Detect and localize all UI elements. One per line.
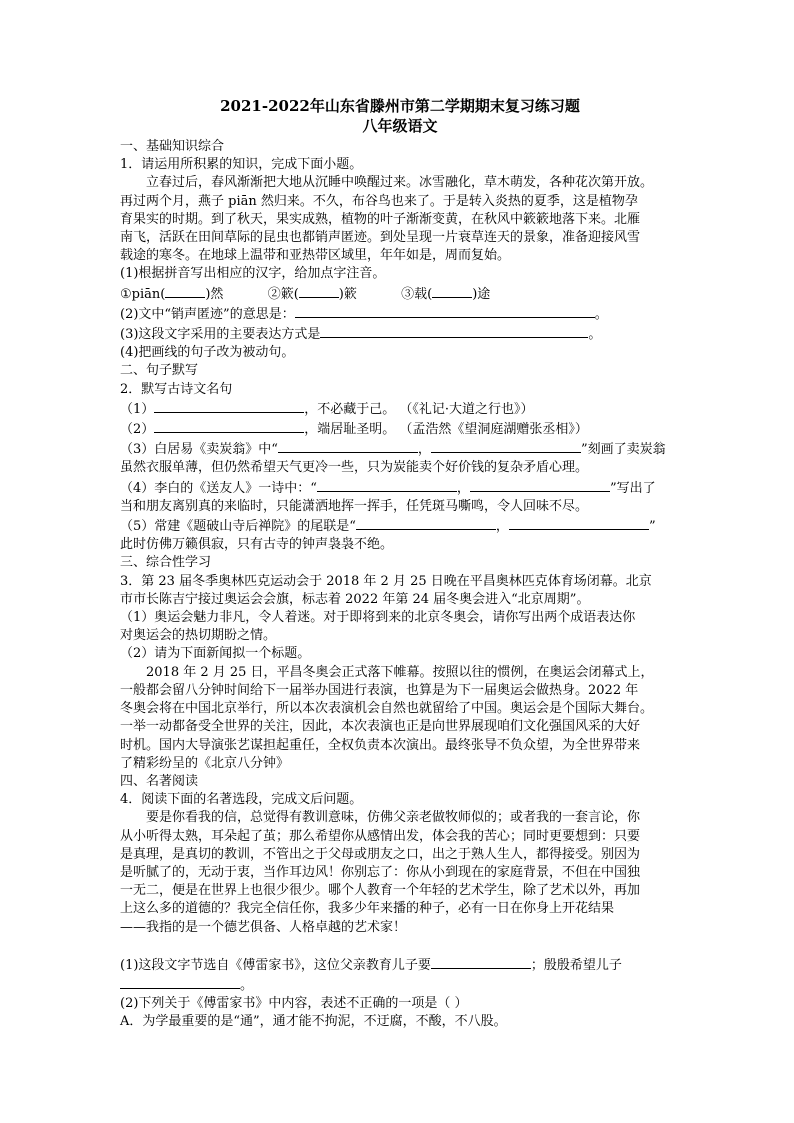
- q4-sub2: (2)下列关于《傅雷家书》中内容，表述不正确的一项是（ ）: [120, 996, 468, 1012]
- q1-sub1-a-blank[interactable]: [165, 284, 205, 298]
- q2-l5-comma: ，: [495, 519, 509, 535]
- q1-sub1: (1)根据拼音写出相应的汉字，给加点字注音。: [120, 266, 386, 282]
- q2-l3-comma: ，: [417, 442, 431, 458]
- page-title: 2021-2022年山东省滕州市第二学期期末复习练习题: [220, 97, 580, 115]
- q1-sub3-blank[interactable]: [320, 324, 588, 338]
- q4-passage-line: ——我指的是一个德艺俱备、人格卓越的艺术家！: [120, 919, 407, 935]
- q2-line-5: [120, 516, 680, 536]
- q1-sub1-b-label: ②簌(: [267, 286, 299, 302]
- q2-l4-comma: ，: [456, 480, 470, 496]
- q2-l3-blank-a[interactable]: [278, 439, 418, 453]
- q1-sub2: [120, 304, 680, 324]
- q1-sub1-a-label: ①piān(: [120, 286, 166, 302]
- question-4-stem: 4．阅读下面的名著选段，完成文后问题。: [120, 792, 363, 808]
- q1-sub3-end: 。: [588, 327, 602, 343]
- q1-passage-line: 南飞，活跃在田间草际的昆虫也都销声匿迹。到处呈现一片衰草连天的景象，准备迎接风雪: [120, 230, 641, 246]
- q2-l1-text: ，不必藏于己。 （《礼记·大道之行也》）: [304, 401, 534, 417]
- section-heading-1: 一、基础知识综合: [120, 139, 225, 154]
- q3-news-line: 了精彩纷呈的《北京八分钟》: [120, 755, 290, 771]
- q4-passage-line: 是真理，是真切的教训，不管出之于父母或朋友之口，出之于熟人生人，都得接受。别因为: [120, 846, 641, 862]
- q3-sub1-cont: 对奥运会的热切期盼之情。: [120, 628, 277, 644]
- q1-sub4: (4)把画线的句子改为被动句。: [120, 345, 295, 361]
- q1-sub3: [120, 324, 680, 344]
- q2-l1-num: （1）: [120, 401, 155, 417]
- q4-sub1-blank-a[interactable]: [431, 955, 531, 969]
- q2-l4-blank-a[interactable]: [317, 478, 457, 492]
- q2-l3-text: （3）白居易《卖炭翁》中“: [120, 442, 278, 458]
- q4-sub1-end: 。: [240, 977, 254, 993]
- q3-news-line: 冬奥会将在中国北京举行，所以本次表演机会自然也就留给了中国。奥运会是个国际大舞台。: [120, 701, 654, 717]
- q4-sub1: [120, 955, 680, 975]
- section-heading-3: 三、综合性学习: [120, 555, 212, 571]
- q2-l4-blank-b[interactable]: [470, 478, 610, 492]
- q1-sub1-blanks: [120, 284, 680, 304]
- q1-sub1-b-end: )簌: [338, 286, 357, 302]
- q4-passage-line: 上这么多的道德的？我完全信任你，我多少年来播的种子，必有一日在你身上开花结果: [120, 901, 615, 917]
- q3-news-line: 时机。国内大导演张艺谋担起重任，全权负责本次演出。最终张导不负众望，为全世界带来: [120, 737, 641, 753]
- q4-option-a: A．为学最重要的是“通”，通才能不拘泥，不迂腐，不酸，不八股。: [120, 1014, 507, 1030]
- q1-passage-line: 立春过后，春风渐渐把大地从沉睡中唤醒过来。冰雪融化，草木萌发，各种花次第开放。: [146, 175, 654, 191]
- q2-line-1: [120, 399, 680, 419]
- q2-line-4: [120, 478, 680, 498]
- q4-passage-line: 要是你看我的信，总觉得有教训意味，仿佛父亲老做牧师似的；或者我的一套言论，你: [146, 810, 641, 826]
- q2-l4-end: ”写出了: [609, 480, 656, 496]
- spacer: [120, 937, 680, 955]
- q1-passage-line: 再过两个月，燕子 piān 然归来。不久，布谷鸟也来了。于是转入炎热的夏季，这是植物孕: [120, 193, 638, 209]
- q3-sub1: （1）奥运会魅力非凡，令人着迷。对于即将到来的北京冬奥会，请你写出两个成语表达你: [120, 610, 636, 626]
- page-subtitle: 八年级语文: [362, 117, 438, 135]
- q3-news-line: 2018 年 2 月 25 日，平昌冬奥会正式落下帷幕。按照以往的惯例，在奥运会闭幕式上，: [146, 664, 654, 680]
- q2-l5-end: ”: [648, 519, 656, 535]
- q4-sub1-cont: [120, 975, 680, 995]
- q2-line-5-cont: 此时仿佛万籁俱寂，只有古寺的钟声袅袅不绝。: [120, 537, 394, 553]
- q4-passage-line: 从小听得太熟，耳朵起了茧；那么希望你从感情出发，体会我的苦心；同时更要想到：只要: [120, 828, 641, 844]
- q2-l3-blank-b[interactable]: [431, 439, 581, 453]
- q4-passage-line: 一无二，便是在世界上也很少很少。哪个人教育一个年轻的艺术学生，除了艺术以外，再加: [120, 883, 641, 899]
- section-heading-4: 四、名著阅读: [120, 773, 199, 789]
- q2-line-3: [120, 439, 680, 459]
- q3-sub2: （2）请为下面新闻拟一个标题。: [120, 646, 311, 662]
- q1-sub1-a-end: )然: [205, 286, 224, 302]
- q2-l5-blank-a[interactable]: [356, 516, 496, 530]
- question-3-stem-cont: 市市长陈吉宁接过奥运会会旗，标志着 2022 年第 24 届冬奥会进入“北京周期”。: [120, 591, 590, 607]
- q3-news-line: 一般都会留八分钟时间给下一届举办国进行表演，也算是为下一届奥运会做热身。2022 年: [120, 682, 639, 698]
- question-3-stem: 3．第 23 届冬季奥林匹克运动会于 2018 年 2 月 25 日晚在平昌奥林匹克体育场闭幕。北京: [120, 573, 652, 589]
- q1-passage-line: 载途的寒冬。在地球上温带和亚热带区域里，年年如是，周而复始。: [120, 248, 511, 264]
- q2-l2-blank[interactable]: [154, 419, 304, 433]
- q2-line-4-cont: 当和朋友离别真的来临时，只能潇洒地挥一挥手，任凭斑马嘶鸣，令人回味不尽。: [120, 498, 589, 514]
- q4-sub1-text: (1)这段文字节选自《傅雷家书》，这位父亲教育儿子要: [120, 957, 431, 973]
- q1-sub2-blank[interactable]: [295, 304, 595, 318]
- q2-line-2: [120, 419, 680, 439]
- q4-sub1-text-b: ；殷殷希望儿子: [530, 957, 622, 973]
- q1-sub1-c-label: ③载(: [401, 286, 433, 302]
- q1-sub3-text: (3)这段文字采用的主要表达方式是: [120, 327, 321, 343]
- q1-sub1-c-end: )途: [472, 286, 491, 302]
- q1-sub1-b-blank[interactable]: [299, 284, 339, 298]
- q2-l3-end: ”刻画了卖炭翁: [580, 442, 666, 458]
- q2-l2-text: ，端居耻圣明。 （孟浩然《望洞庭湖赠张丞相》）: [304, 422, 588, 438]
- q1-sub2-text: (2)文中“销声匿迹”的意思是：: [120, 306, 295, 322]
- question-2-stem: 2．默写古诗文名句: [120, 381, 233, 397]
- q1-sub1-c-blank[interactable]: [432, 284, 472, 298]
- q2-l5-blank-b[interactable]: [509, 516, 649, 530]
- q2-l2-num: （2）: [120, 422, 155, 438]
- document-page: [120, 96, 680, 1032]
- question-1-stem: 1．请运用所积累的知识，完成下面小题。: [120, 157, 363, 173]
- q2-l5-text: （5）常建《题破山寺后禅院》的尾联是“: [120, 519, 356, 535]
- q4-sub1-blank-b[interactable]: [120, 975, 240, 989]
- q2-l4-text: （4）李白的《送友人》一诗中：“: [120, 480, 317, 496]
- q2-l1-blank[interactable]: [154, 399, 304, 413]
- q4-passage-line: 是听腻了的，无动于衷，当作耳边风！你别忘了：你从小到现在的家庭背景，不但在中国独: [120, 864, 641, 880]
- q3-news-line: 一举一动都备受全世界的关注，因此，本次表演也正是向世界展现咱们文化强国风采的大好: [120, 719, 641, 735]
- section-heading-2: 二、句子默写: [120, 363, 199, 379]
- q1-passage-line: 育果实的时期。到了秋天，果实成熟，植物的叶子渐渐变黄，在秋风中簌簌地落下来。北雁: [120, 211, 641, 227]
- q1-sub2-end: 。: [594, 306, 608, 322]
- q2-line-3-cont: 虽然衣服单薄，但仍然希望天气更冷一些，只为炭能卖个好价钱的复杂矛盾心理。: [120, 460, 589, 476]
